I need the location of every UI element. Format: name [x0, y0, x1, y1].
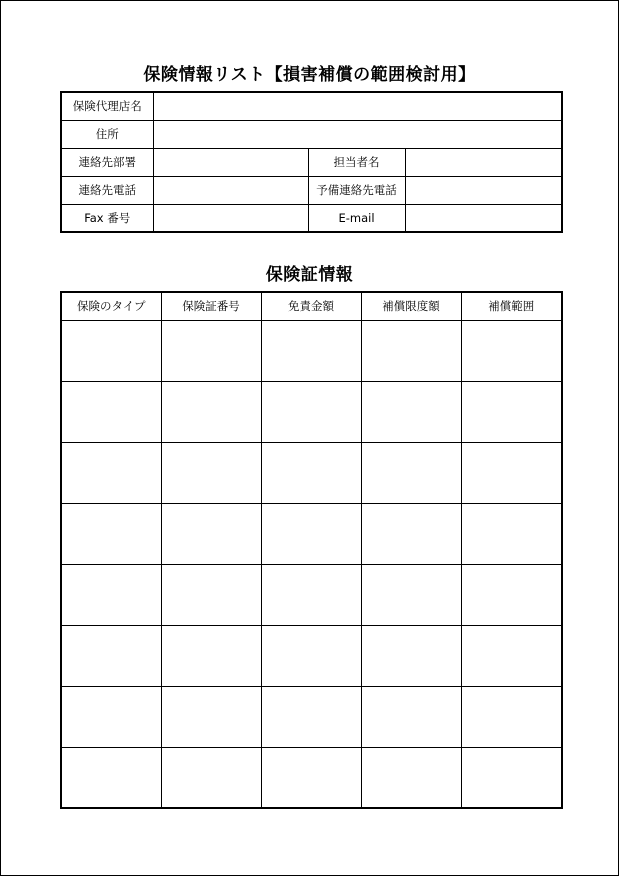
contact-phone-label: 連絡先電話: [61, 176, 153, 204]
phone-row: [61, 176, 562, 204]
policy-number-cell[interactable]: [161, 381, 261, 442]
policy-number-cell[interactable]: [161, 503, 261, 564]
address-field[interactable]: [153, 120, 562, 148]
table-row: [61, 747, 562, 808]
policy-info-table: [60, 291, 563, 809]
coverage-limit-cell[interactable]: [361, 564, 461, 625]
backup-phone-label: 予備連絡先電話: [308, 176, 405, 204]
deductible-cell[interactable]: [261, 442, 361, 503]
column-header-coverage-scope: 補償範囲: [461, 292, 562, 320]
deductible-cell[interactable]: [261, 381, 361, 442]
table-row: [61, 503, 562, 564]
person-in-charge-label: 担当者名: [308, 148, 405, 176]
policy-header-row: [61, 292, 562, 320]
table-row: [61, 442, 562, 503]
coverage-scope-cell[interactable]: [461, 747, 562, 808]
deductible-cell[interactable]: [261, 747, 361, 808]
coverage-limit-cell[interactable]: [361, 442, 461, 503]
insurance-type-cell[interactable]: [61, 381, 161, 442]
column-header-insurance-type: 保険のタイプ: [61, 292, 161, 320]
column-header-coverage-limit: 補償限度額: [361, 292, 461, 320]
email-field[interactable]: [405, 204, 562, 232]
insurance-type-cell[interactable]: [61, 442, 161, 503]
coverage-limit-cell[interactable]: [361, 686, 461, 747]
insurance-type-cell[interactable]: [61, 625, 161, 686]
coverage-scope-cell[interactable]: [461, 686, 562, 747]
coverage-scope-cell[interactable]: [461, 503, 562, 564]
address-label: 住所: [61, 120, 153, 148]
fax-email-row: [61, 204, 562, 232]
policy-number-cell[interactable]: [161, 625, 261, 686]
coverage-scope-cell[interactable]: [461, 564, 562, 625]
deductible-cell[interactable]: [261, 503, 361, 564]
policy-number-cell[interactable]: [161, 686, 261, 747]
fax-field[interactable]: [153, 204, 308, 232]
insurance-type-cell[interactable]: [61, 320, 161, 381]
table-row: [61, 686, 562, 747]
coverage-limit-cell[interactable]: [361, 381, 461, 442]
policy-number-cell[interactable]: [161, 442, 261, 503]
policy-section-title: 保険証情報: [265, 265, 354, 285]
column-header-deductible: 免責金額: [261, 292, 361, 320]
coverage-scope-cell[interactable]: [461, 320, 562, 381]
table-row: [61, 381, 562, 442]
email-label: E-mail: [308, 204, 405, 232]
contact-dept-row: [61, 148, 562, 176]
coverage-limit-cell[interactable]: [361, 320, 461, 381]
coverage-limit-cell[interactable]: [361, 625, 461, 686]
document-title: 保険情報リスト【損害補償の範囲検討用】: [143, 65, 476, 85]
fax-label: Fax 番号: [61, 204, 153, 232]
deductible-cell[interactable]: [261, 320, 361, 381]
coverage-limit-cell[interactable]: [361, 747, 461, 808]
deductible-cell[interactable]: [261, 625, 361, 686]
insurance-type-cell[interactable]: [61, 747, 161, 808]
coverage-scope-cell[interactable]: [461, 442, 562, 503]
address-row: [61, 120, 562, 148]
contact-dept-label: 連絡先部署: [61, 148, 153, 176]
column-header-policy-number: 保険証番号: [161, 292, 261, 320]
table-row: [61, 320, 562, 381]
policy-number-cell[interactable]: [161, 320, 261, 381]
coverage-limit-cell[interactable]: [361, 503, 461, 564]
policy-number-cell[interactable]: [161, 564, 261, 625]
contact-dept-field[interactable]: [153, 148, 308, 176]
agent-name-field[interactable]: [153, 92, 562, 120]
backup-phone-field[interactable]: [405, 176, 562, 204]
agent-info-table: [60, 91, 563, 233]
agent-name-label: 保険代理店名: [61, 92, 153, 120]
policy-table-body: [61, 320, 562, 808]
person-in-charge-field[interactable]: [405, 148, 562, 176]
policy-number-cell[interactable]: [161, 747, 261, 808]
insurance-type-cell[interactable]: [61, 564, 161, 625]
insurance-type-cell[interactable]: [61, 686, 161, 747]
contact-phone-field[interactable]: [153, 176, 308, 204]
table-row: [61, 564, 562, 625]
deductible-cell[interactable]: [261, 564, 361, 625]
agent-name-row: [61, 92, 562, 120]
table-row: [61, 625, 562, 686]
deductible-cell[interactable]: [261, 686, 361, 747]
insurance-type-cell[interactable]: [61, 503, 161, 564]
coverage-scope-cell[interactable]: [461, 381, 562, 442]
coverage-scope-cell[interactable]: [461, 625, 562, 686]
